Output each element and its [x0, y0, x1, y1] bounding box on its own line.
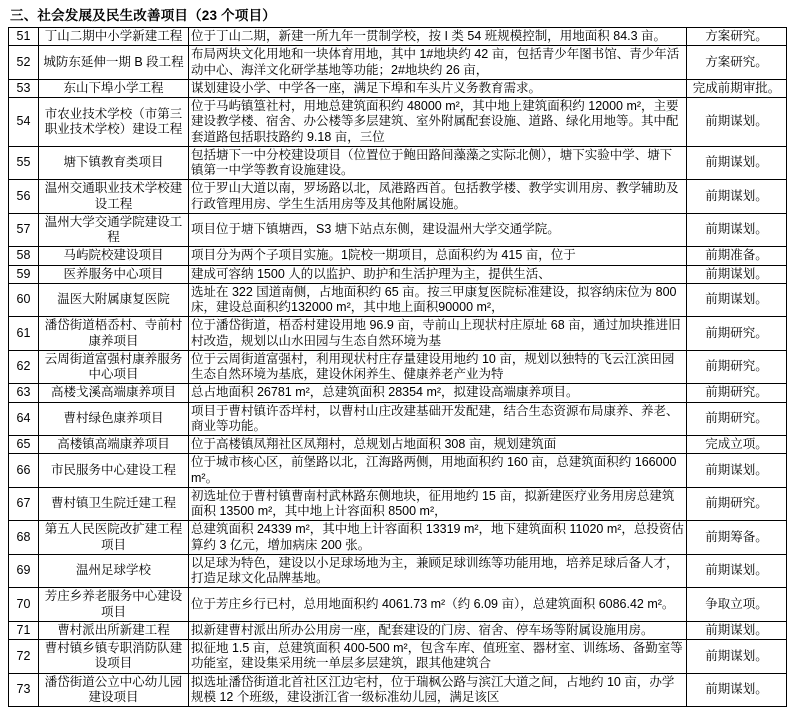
project-content: 位于云周街道富强村，利用现状村庄存量建设用地约 10 亩，规划以独特的飞云江滨田园生态自然环境为基底，建设休闲养生、健康养老产业为特 [189, 350, 687, 384]
row-number: 57 [9, 213, 39, 247]
project-content: 选址在 322 国道南侧，占地面积约 65 亩。按三甲康复医院标准建设，拟容纳床位为 800 床，建设总面积约132000 m²，其中地上面积90000 m²， [189, 283, 687, 317]
project-status: 前期研究。 [687, 350, 787, 384]
table-row [9, 621, 787, 639]
project-status: 前期谋划。 [687, 283, 787, 317]
table-row [9, 46, 787, 80]
project-name: 温医大附属康复医院 [39, 283, 189, 317]
project-status: 前期研究。 [687, 402, 787, 436]
project-name: 医养服务中心项目 [39, 265, 189, 283]
table-row [9, 265, 787, 283]
project-status: 完成前期审批。 [687, 79, 787, 97]
project-status: 方案研究。 [687, 46, 787, 80]
project-name: 曹村镇卫生院迁建工程 [39, 487, 189, 521]
project-content: 位于丁山二期，新建一所九年一贯制学校，按 I 类 54 班规模控制，用地面积 84.3 亩。 [189, 28, 687, 46]
row-number: 66 [9, 454, 39, 488]
table-row [9, 588, 787, 622]
project-name: 第五人民医院改扩建工程项目 [39, 521, 189, 555]
project-name: 潘岱街道梧岙村、寺前村康养项目 [39, 317, 189, 351]
row-number: 51 [9, 28, 39, 46]
project-status: 前期谋划。 [687, 98, 787, 147]
table-row [9, 350, 787, 384]
project-content: 项目分为两个子项目实施。1院校一期项目，总面积约为 415 亩，位于 [189, 247, 687, 265]
table-row [9, 98, 787, 147]
project-status: 前期谋划。 [687, 213, 787, 247]
row-number: 73 [9, 673, 39, 707]
project-content: 包括塘下一中分校建设项目（位置位于鲍田路间藻藻之实际北侧），塘下实验中学、塘下镇第一中学等教育设施建设。 [189, 146, 687, 180]
project-name: 温州足球学校 [39, 554, 189, 588]
project-status: 前期谋划。 [687, 640, 787, 674]
row-number: 64 [9, 402, 39, 436]
row-number: 70 [9, 588, 39, 622]
project-name: 温州大学交通学院建设工程 [39, 213, 189, 247]
project-content: 位于马屿镇篁社村，用地总建筑面积约 48000 m²，其中地上建筑面积约 12000 m²，主要建设教学楼、宿舍、办公楼等多层建筑、室外附属配套设施、道路、绿化用地等。其中配套道路包括职技路约 9.18 亩，三位 [189, 98, 687, 147]
project-content: 位于高楼镇凤翔社区凤翔村，总规划占地面积 308 亩，规划建筑面 [189, 436, 687, 454]
project-status: 前期谋划。 [687, 265, 787, 283]
project-content: 以足球为特色，建设以小足球场地为主，兼顾足球训练等功能用地，培养足球后备人才，打造足球文化品牌基地。 [189, 554, 687, 588]
project-status: 争取立项。 [687, 588, 787, 622]
project-status: 前期筹备。 [687, 521, 787, 555]
row-number: 71 [9, 621, 39, 639]
project-content: 建成可容纳 1500 人的以监护、助护和生活护理为主，提供生活、 [189, 265, 687, 283]
projects-table [8, 27, 787, 707]
project-content: 拟新建曹村派出所办公用房一座，配套建设的门房、宿舍、停车场等附属设施用房。 [189, 621, 687, 639]
project-content: 位于城市核心区，前堡路以北，江海路两侧，用地面积约 160 亩，总建筑面积约 166000 m²。 [189, 454, 687, 488]
row-number: 55 [9, 146, 39, 180]
table-row [9, 79, 787, 97]
project-content: 拟选址潘岱街道北首社区江边宅村，位于瑞枫公路与滨江大道之间，占地约 10 亩，办学规模 12 个班级，建设浙江省一级标准幼儿园，满足该区 [189, 673, 687, 707]
project-status: 方案研究。 [687, 28, 787, 46]
row-number: 63 [9, 384, 39, 402]
project-name: 市民服务中心建设工程 [39, 454, 189, 488]
project-name: 高楼戈溪高端康养项目 [39, 384, 189, 402]
table-row [9, 487, 787, 521]
project-name: 温州交通职业技术学校建设工程 [39, 180, 189, 214]
project-content: 位于罗山大道以南，罗场路以北，凤港路西首。包括教学楼、教学实训用房、教学辅助及行政管理用房、学生生活用房等及其他附属设施。 [189, 180, 687, 214]
table-row [9, 436, 787, 454]
project-content: 位于芳庄乡行已村，总用地面积约 4061.73 m²（约 6.09 亩），总建筑面积 6086.42 m²。 [189, 588, 687, 622]
project-status: 前期谋划。 [687, 554, 787, 588]
project-name: 东山下埠小学工程 [39, 79, 189, 97]
project-content: 布局两块文化用地和一块体育用地，其中 1#地块约 42 亩，包括青少年图书馆、青少年活动中心、海洋文化研学基地等功能；2#地块约 26 亩， [189, 46, 687, 80]
project-content: 谋划建设小学、中学各一座，满足下埠和车头片义务教育需求。 [189, 79, 687, 97]
project-status: 前期谋划。 [687, 180, 787, 214]
table-row [9, 213, 787, 247]
section-title: 三、社会发展及民生改善项目（23 个项目） [10, 8, 276, 23]
project-name: 曹村绿色康养项目 [39, 402, 189, 436]
project-name: 芳庄乡养老服务中心建设项目 [39, 588, 189, 622]
row-number: 56 [9, 180, 39, 214]
table-row [9, 554, 787, 588]
project-name: 马屿院校建设项目 [39, 247, 189, 265]
project-name: 城防东延伸一期 B 段工程 [39, 46, 189, 80]
row-number: 69 [9, 554, 39, 588]
project-content: 总建筑面积 24339 m²，其中地上计容面积 13319 m²，地下建筑面积 11020 m²，总投资估算约 3 亿元，增加病床 200 张。 [189, 521, 687, 555]
project-content: 项目位于塘下镇塘西，S3 塘下站点东侧，建设温州大学交通学院。 [189, 213, 687, 247]
project-name: 曹村派出所新建工程 [39, 621, 189, 639]
row-number: 65 [9, 436, 39, 454]
project-status: 前期研究。 [687, 317, 787, 351]
project-status: 前期谋划。 [687, 621, 787, 639]
projects-table-body [9, 28, 787, 707]
project-name: 潘岱街道公立中心幼儿园建设项目 [39, 673, 189, 707]
table-row [9, 384, 787, 402]
row-number: 58 [9, 247, 39, 265]
table-row [9, 454, 787, 488]
row-number: 61 [9, 317, 39, 351]
project-status: 前期谋划。 [687, 146, 787, 180]
project-status: 前期研究。 [687, 487, 787, 521]
table-row [9, 180, 787, 214]
row-number: 60 [9, 283, 39, 317]
row-number: 67 [9, 487, 39, 521]
project-name: 曹村镇乡镇专职消防队建设项目 [39, 640, 189, 674]
project-name: 高楼镇高端康养项目 [39, 436, 189, 454]
row-number: 72 [9, 640, 39, 674]
row-number: 68 [9, 521, 39, 555]
row-number: 52 [9, 46, 39, 80]
project-name: 市农业技术学校（市第三职业技术学校）建设工程 [39, 98, 189, 147]
row-number: 53 [9, 79, 39, 97]
table-row [9, 402, 787, 436]
project-status: 前期准备。 [687, 247, 787, 265]
table-row [9, 640, 787, 674]
row-number: 62 [9, 350, 39, 384]
project-status: 前期谋划。 [687, 454, 787, 488]
table-row [9, 283, 787, 317]
project-status: 前期研究。 [687, 384, 787, 402]
project-status: 前期谋划。 [687, 673, 787, 707]
project-status: 完成立项。 [687, 436, 787, 454]
project-content: 拟征地 1.5 亩，总建筑面积 400-500 m²，包含车库、值班室、器材室、训练场、备勤室等功能室，建设集采用统一单层多层建筑，跟其他建筑合 [189, 640, 687, 674]
table-row [9, 247, 787, 265]
table-row [9, 146, 787, 180]
project-name: 塘下镇教育类项目 [39, 146, 189, 180]
project-content: 初选址位于曹村镇曹南村武林路东侧地块，征用地约 15 亩，拟新建医疗业务用房总建筑面积 13500 m²，其中地上计容面积 8500 m²， [189, 487, 687, 521]
project-name: 丁山二期中小学新建工程 [39, 28, 189, 46]
document-page [8, 0, 787, 707]
row-number: 54 [9, 98, 39, 147]
project-content: 位于潘岱街道，梧岙村建设用地 96.9 亩，寺前山上现状村庄原址 68 亩，通过加块推进旧村改造，规划以山水田园与生态自然环境为基 [189, 317, 687, 351]
table-row [9, 28, 787, 46]
project-content: 项目于曹村镇许岙垟村，以曹村山庄改建基础开发配建，结合生态资源布局康养、养老、商业等功能。 [189, 402, 687, 436]
row-number: 59 [9, 265, 39, 283]
project-name: 云周街道富强村康养服务中心项目 [39, 350, 189, 384]
project-content: 总占地面积 26781 m²，总建筑面积 28354 m²，拟建设高端康养项目。 [189, 384, 687, 402]
table-row [9, 317, 787, 351]
table-row [9, 521, 787, 555]
